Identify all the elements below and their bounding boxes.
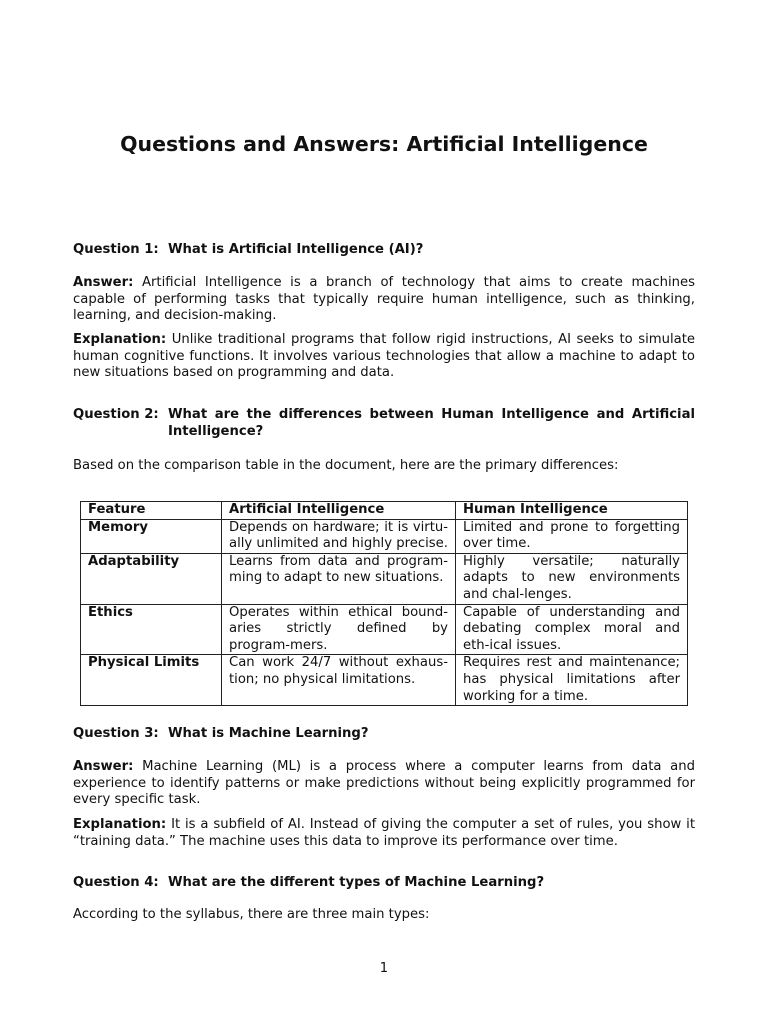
question-3-heading: [73, 726, 695, 743]
table-header-feature: Feature: [81, 502, 222, 520]
table-cell-ai: Can work 24/7 without exhaus-tion; no physical limitations.: [222, 655, 456, 706]
question-3-explanation: [73, 817, 695, 850]
table-row: [81, 519, 688, 553]
question-1-text: What is Artificial Intelligence (AI)?: [168, 242, 424, 257]
table-cell-ai: Depends on hardware; it is virtu-ally unlimited and highly precise.: [222, 519, 456, 553]
question-3-answer-text: Machine Learning (ML) is a process where a computer learns from data and experience to identify patterns or make predictions without being explicitly programmed for every specific task.: [73, 759, 695, 808]
question-2-heading: [73, 407, 695, 440]
table-row: [81, 553, 688, 604]
question-3-answer: [73, 759, 695, 809]
document-title: Questions and Answers: Artificial Intelligence: [120, 132, 648, 156]
question-1-heading: [73, 242, 695, 259]
question-3-explanation-label: Explanation:: [73, 817, 167, 832]
question-1-explanation-text: Unlike traditional programs that follow rigid instructions, AI seeks to simulate human cognitive functions. It involves various technologies that allow a machine to adapt to new situations based on programming and data.: [73, 332, 695, 381]
question-3-explanation-text: It is a subfield of AI. Instead of giving the computer a set of rules, you show it “training data.” The machine uses this data to improve its performance over time.: [73, 817, 696, 849]
table-row: [81, 604, 688, 655]
question-4-heading: [73, 875, 695, 892]
table-cell-feature: Physical Limits: [81, 655, 222, 706]
table-row: [81, 655, 688, 706]
question-2-text: What are the differences between Human Intelligence and Artificial Intelligence?: [168, 407, 695, 439]
table-header-human: Human Intelligence: [456, 502, 688, 520]
table-cell-feature: Ethics: [81, 604, 222, 655]
table-header-row: [81, 502, 688, 520]
table-header-ai: Artificial Intelligence: [222, 502, 456, 520]
table-cell-human: Requires rest and maintenance; has physical limitations after working for a time.: [456, 655, 688, 706]
question-1-explanation: [73, 332, 695, 382]
table-cell-human: Highly versatile; naturally adapts to new environments and chal-lenges.: [456, 553, 688, 604]
table-cell-human: Limited and prone to forgetting over time.: [456, 519, 688, 553]
question-3-number: Question 3:: [73, 726, 159, 741]
question-4-number: Question 4:: [73, 875, 159, 890]
question-1-number: Question 1:: [73, 242, 159, 257]
comparison-table: [80, 501, 688, 706]
question-3-text: What is Machine Learning?: [168, 726, 369, 741]
question-1-answer: [73, 275, 695, 325]
question-1-answer-text: Artificial Intelligence is a branch of technology that aims to create machines capable of performing tasks that typically require human intelligence, such as thinking, learning, and decision-making.: [73, 275, 695, 324]
question-2-number: Question 2:: [73, 407, 159, 422]
table-cell-ai: Learns from data and program-ming to adapt to new situations.: [222, 553, 456, 604]
table-cell-ai: Operates within ethical bound-aries strictly defined by program-mers.: [222, 604, 456, 655]
question-2-intro: Based on the comparison table in the document, here are the primary differences:: [73, 458, 619, 473]
table-cell-feature: Adaptability: [81, 553, 222, 604]
question-1-answer-label: Answer:: [73, 275, 134, 290]
question-4-intro: According to the syllabus, there are three main types:: [73, 907, 430, 922]
question-3-answer-label: Answer:: [73, 759, 134, 774]
table-cell-human: Capable of understanding and debating complex moral and eth-ical issues.: [456, 604, 688, 655]
question-4-text: What are the different types of Machine Learning?: [168, 875, 545, 890]
page-number: 1: [379, 961, 389, 976]
table-cell-feature: Memory: [81, 519, 222, 553]
question-1-explanation-label: Explanation:: [73, 332, 167, 347]
